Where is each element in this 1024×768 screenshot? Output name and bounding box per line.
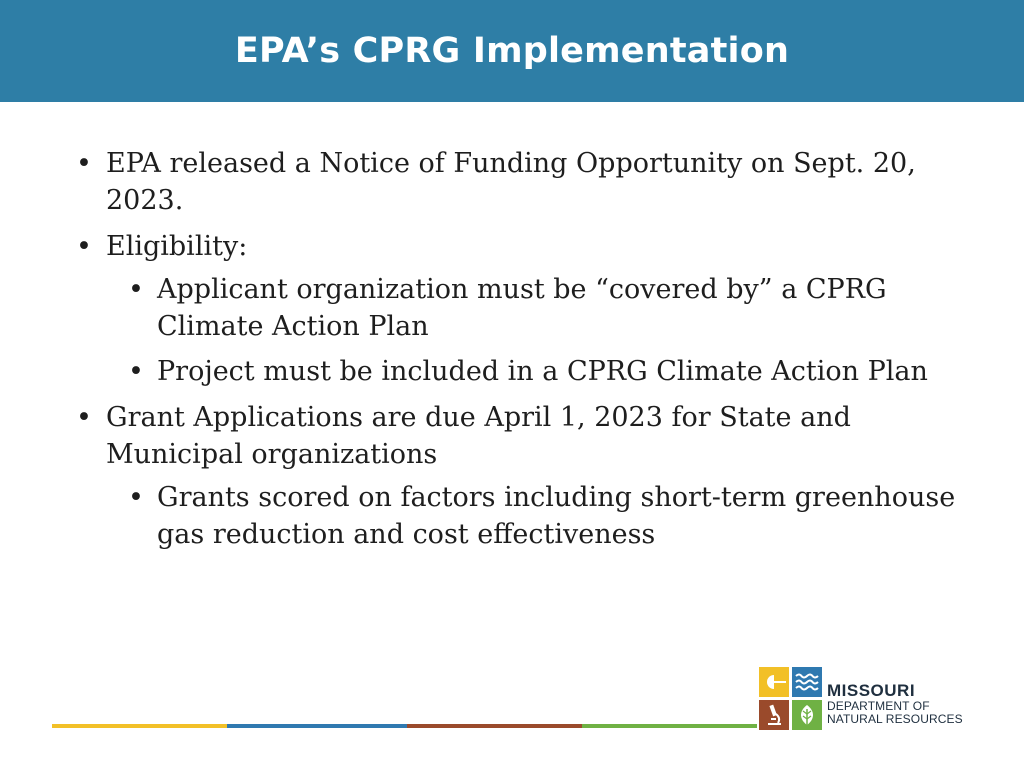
bullet-glyph: • (76, 148, 92, 179)
bullet-item (76, 228, 956, 390)
logo-wordmark (827, 682, 963, 726)
footer-color-bar (52, 724, 757, 728)
logo-line-missouri: MISSOURI (827, 681, 916, 700)
sub-bullet-text: Project must be included in a CPRG Climate Action Plan (157, 356, 928, 387)
logo-icon-grid (759, 667, 823, 731)
logo-line-department: DEPARTMENT OF (827, 699, 930, 713)
missouri-dnr-logo (759, 667, 979, 731)
bullet-item (76, 145, 956, 219)
sun-icon (759, 667, 789, 697)
bullet-glyph: • (128, 356, 144, 387)
slide-title: EPA’s CPRG Implementation (234, 31, 790, 71)
bullet-glyph: • (76, 231, 92, 262)
logo-line-natural-resources: NATURAL RESOURCES (827, 712, 963, 726)
sub-bullet-list (106, 479, 956, 553)
leaf-icon (792, 700, 822, 730)
bullet-text: Eligibility: (106, 231, 248, 262)
sub-bullet-item (106, 479, 956, 553)
bullet-glyph: • (76, 402, 92, 433)
footer-bar-blue (227, 724, 407, 728)
bullet-glyph: • (128, 482, 144, 513)
bullet-text: Grant Applications are due April 1, 2023 for State and Municipal organizations (106, 402, 851, 470)
footer-bar-yellow (52, 724, 227, 728)
sub-bullet-text: Applicant organization must be “covered by” a CPRG Climate Action Plan (157, 274, 887, 342)
slide-body (76, 145, 956, 562)
sub-bullet-item (106, 271, 956, 345)
bullet-text: EPA released a Notice of Funding Opportunity on Sept. 20, 2023. (106, 148, 916, 216)
sub-bullet-text: Grants scored on factors including short-term greenhouse gas reduction and cost effectiveness (157, 482, 956, 550)
bullet-glyph: • (128, 274, 144, 305)
sub-bullet-list (106, 271, 956, 390)
slide-header (0, 0, 1024, 102)
footer-bar-green (582, 724, 757, 728)
sub-bullet-item (106, 353, 956, 390)
microscope-icon (759, 700, 789, 730)
footer-bar-brown (407, 724, 582, 728)
bullet-item (76, 399, 956, 553)
water-waves-icon (792, 667, 822, 697)
